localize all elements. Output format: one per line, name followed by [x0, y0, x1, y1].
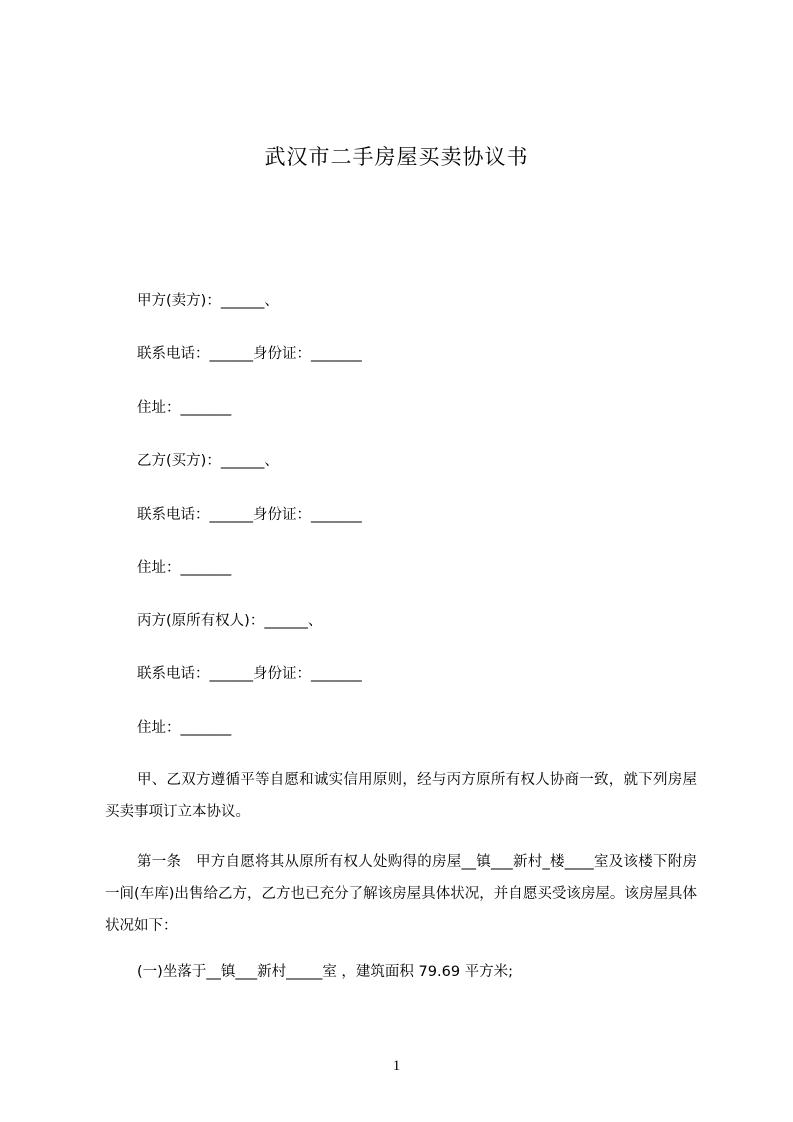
party-a-name-line: 甲方(卖方)：______、: [137, 293, 279, 309]
party-c-name-line: 丙方(原所有权人)：______、: [137, 613, 323, 629]
party-b-address-line: 住址：_______: [137, 560, 232, 576]
document-title: 武汉市二手房屋买卖协议书: [264, 145, 529, 169]
page-number: 1: [392, 1058, 401, 1074]
preamble-paragraph: 甲、乙双方遵循平等自愿和诚实信用原则，经与丙方原所有权人协商一致，就下列房屋买卖事项订立本协议。: [105, 772, 697, 820]
party-a-address-line: 住址：_______: [137, 400, 232, 416]
article-1-item-1-paragraph: (一)坐落于__镇___新村_____室 ，建筑面积 79.69 平方米;: [137, 964, 514, 980]
party-b-name-line: 乙方(买方)：______、: [137, 453, 279, 469]
party-a-contact-line: 联系电话：______身份证：_______: [137, 346, 362, 362]
party-b-contact-line: 联系电话：______身份证：_______: [137, 507, 362, 523]
article-1-paragraph: 第一条 甲方自愿将其从原所有权人处购得的房屋__镇___新村_楼____室及该楼下附房一间(车库)出售给乙方，乙方也已充分了解该房屋具体状况，并自愿买受该房屋。该房屋具体状况如下：: [105, 854, 697, 934]
party-c-contact-line: 联系电话：______身份证：_______: [137, 666, 362, 682]
party-c-address-line: 住址：_______: [137, 720, 232, 736]
